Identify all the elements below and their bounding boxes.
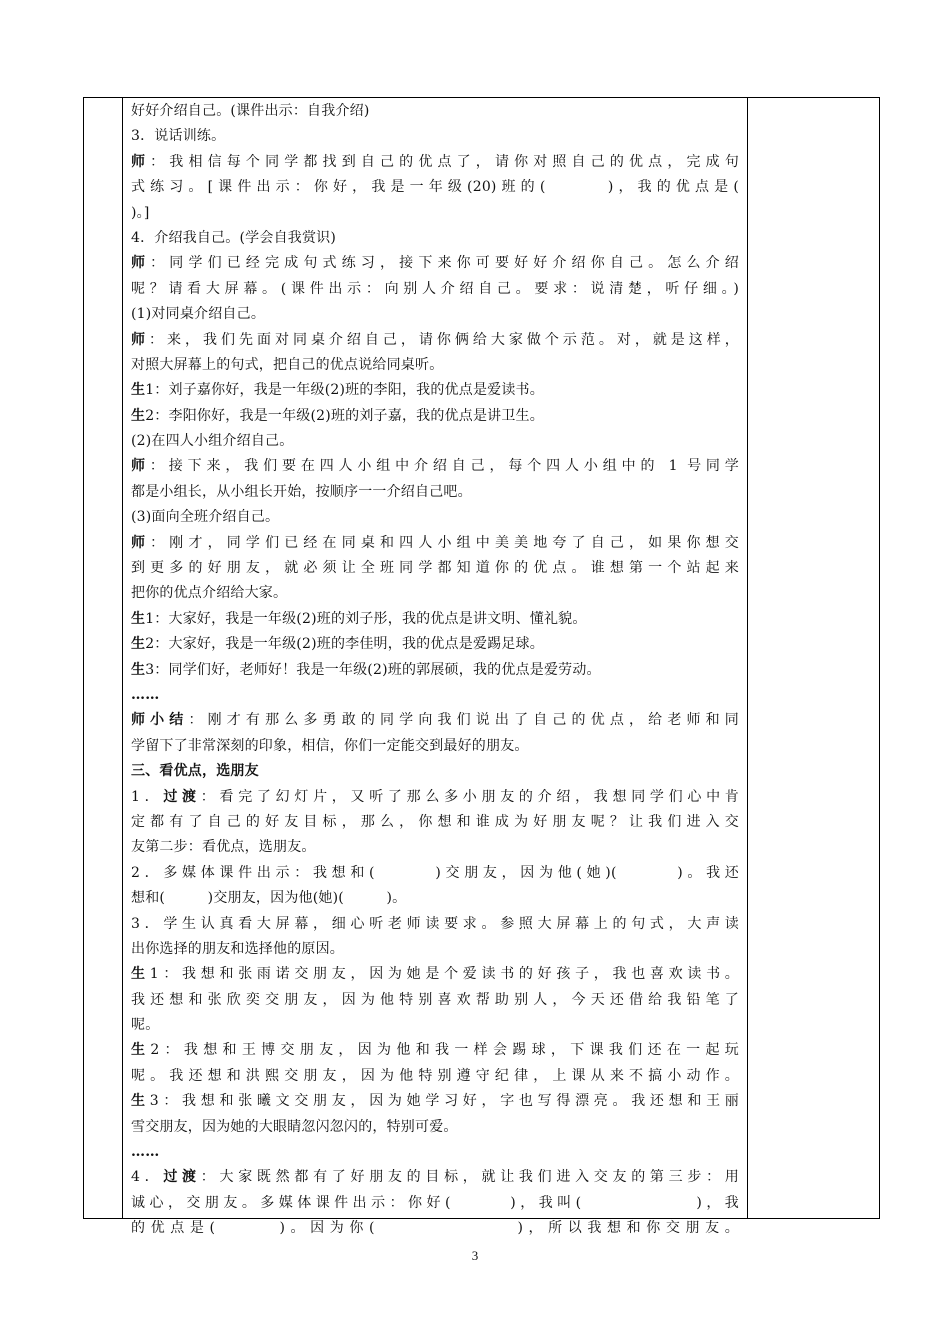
text-line (131, 480, 739, 505)
speaker-label: 生 (131, 966, 150, 983)
left-column (84, 98, 123, 1218)
speaker-label: 过渡 (163, 788, 201, 805)
text-line (131, 556, 739, 581)
line-text: 1：大家好，我是一年级(2)班的刘子彤，我的优点是讲文明、懂礼貌。 (145, 610, 587, 627)
speaker-label: 师 (131, 153, 151, 170)
line-text: 呢？请看大屏幕。(课件出示：向别人介绍自己。要求：说清楚，听仔细。) (131, 280, 739, 297)
line-text: 4．介绍我自己。(学会自我赏识) (131, 229, 337, 246)
text-line (131, 201, 739, 226)
text-line (131, 759, 739, 784)
text-line (131, 1165, 739, 1190)
text-line (131, 1089, 739, 1114)
line-prefix: 1． (131, 788, 164, 805)
text-line (131, 912, 739, 937)
speaker-label: 师 (131, 458, 150, 475)
text-line (131, 810, 739, 835)
speaker-label: …… (131, 686, 160, 703)
line-text: 好好介绍自己。(课件出示：自我介绍) (131, 103, 370, 119)
line-text: ：来，我们先面对同桌介绍自己，请你俩给大家做个示范。对，就是这样， (149, 331, 739, 348)
content-column (122, 98, 748, 1237)
speaker-label: …… (131, 1144, 160, 1161)
page-number: 3 (471, 1248, 479, 1263)
line-text: 学留下了非常深刻的印象，相信，你们一定能交到最好的朋友。 (131, 737, 529, 754)
line-text: 3：同学们好，老师好！我是一年级(2)班的郭展硕，我的优点是爱劳动。 (145, 661, 601, 678)
speaker-label: 生 (131, 661, 146, 678)
line-text: 2：大家好，我是一年级(2)班的李佳明，我的优点是爱踢足球。 (145, 636, 544, 653)
text-line (131, 429, 739, 454)
line-text: 都是小组长，从小组长开始，按顺序一一介绍自己吧。 (131, 483, 472, 500)
line-text: 呢。 (131, 1017, 160, 1034)
speaker-label: 过渡 (163, 1169, 201, 1186)
line-text: (3)面向全班介绍自己。 (131, 509, 280, 526)
line-text: ：同学们已经完成句式练习，接下来你可要好好介绍你自己。怎么介绍 (150, 255, 739, 272)
line-text: 呢。我还想和洪熙交朋友，因为他特别遵守纪律，上课从来不搞小动作。 (131, 1067, 739, 1084)
speaker-label: 生 (131, 636, 146, 653)
line-text: 2：我想和王博交朋友，因为他和我一样会踢球，下课我们还在一起玩 (150, 1042, 739, 1059)
line-text: 诚心，交朋友。多媒体课件出示：你好( )，我叫( )，我 (131, 1194, 739, 1211)
line-text: 1：我想和张雨诺交朋友，因为她是个爱读书的好孩子，我也喜欢读书。 (149, 966, 739, 983)
text-line (131, 124, 739, 149)
text-line (131, 658, 739, 683)
speaker-label: 师小结 (131, 712, 189, 729)
text-line (131, 683, 739, 708)
text-line (131, 150, 739, 175)
text-line (131, 378, 739, 403)
line-text: 想和( )交朋友，因为他(她)( )。 (131, 890, 407, 907)
text-line (131, 1115, 739, 1140)
text-line (131, 607, 739, 632)
text-line (131, 175, 739, 200)
line-text: 2．多媒体课件出示：我想和( )交朋友，因为他(她)( )。我还 (131, 864, 739, 881)
text-line (131, 277, 739, 302)
line-prefix: 4． (131, 1169, 164, 1186)
text-line (131, 1216, 739, 1241)
text-line (131, 988, 739, 1013)
text-line (131, 886, 739, 911)
speaker-label: 生 (131, 407, 146, 424)
line-text: 把你的优点介绍给大家。 (131, 585, 288, 602)
line-text: ：看完了幻灯片，又听了那么多小朋友的介绍，我想同学们心中肯 (200, 788, 739, 805)
speaker-label: 生 (131, 1042, 151, 1059)
speaker-label: 三、看优点，选朋友 (131, 763, 259, 780)
text-line (131, 353, 739, 378)
text-line (131, 835, 739, 860)
text-line (131, 251, 739, 276)
text-line (131, 937, 739, 962)
text-line (131, 302, 739, 327)
line-text: ：大家既然都有了好朋友的目标，就让我们进入交友的第三步：用 (200, 1169, 739, 1186)
text-line (131, 708, 739, 733)
line-text: 3．学生认真看大屏幕，细心听老师读要求。参照大屏幕上的句式，大声读 (131, 915, 739, 932)
text-line (131, 226, 739, 251)
text-line (131, 99, 739, 124)
text-line (131, 734, 739, 759)
line-text: 出你选择的朋友和选择他的原因。 (131, 940, 344, 957)
text-line (131, 454, 739, 479)
line-text: 到更多的好朋友，就必须让全班同学都知道你的优点。谁想第一个站起来 (131, 560, 739, 577)
line-text: 对照大屏幕上的句式，把自己的优点说给同桌听。 (131, 356, 444, 373)
text-line (131, 328, 739, 353)
text-line (131, 1191, 739, 1216)
notes-column (748, 98, 879, 1218)
text-line (131, 1013, 739, 1038)
speaker-label: 生 (131, 1093, 150, 1110)
text-line (131, 1038, 739, 1063)
text-line (131, 581, 739, 606)
line-text: 2：李阳你好，我是一年级(2)班的刘子嘉，我的优点是讲卫生。 (145, 407, 544, 424)
line-text: 1：刘子嘉你好，我是一年级(2)班的李阳，我的优点是爱读书。 (145, 382, 544, 399)
lesson-text (131, 99, 739, 1242)
text-line (131, 632, 739, 657)
line-text: ：我相信每个同学都找到自己的优点了，请你对照自己的优点，完成句 (150, 153, 739, 170)
line-text: 友第二步：看优点，选朋友。 (131, 839, 316, 856)
speaker-label: 师 (131, 534, 151, 551)
line-text: 式练习。[课件出示：你好，我是一年级(20)班的( )，我的优点是( (131, 179, 739, 196)
line-text: 雪交朋友，因为她的大眼睛忽闪忽闪的，特别可爱。 (131, 1118, 458, 1135)
speaker-label: 师 (131, 255, 151, 272)
text-line (131, 1064, 739, 1089)
line-text: ：刚才有那么多勇敢的同学向我们说出了自己的优点，给老师和同 (188, 712, 739, 729)
line-text: 我还想和张欣奕交朋友，因为他特别喜欢帮助别人，今天还借给我铅笔了 (131, 991, 739, 1008)
line-text: 3．说话训练。 (131, 128, 226, 145)
line-text: (2)在四人小组介绍自己。 (131, 433, 294, 450)
speaker-label: 生 (131, 610, 146, 627)
line-text: 的优点是( )。因为你( )，所以我想和你交朋友。 (131, 1220, 739, 1237)
speaker-label: 师 (131, 331, 149, 348)
lesson-table (83, 97, 880, 1237)
text-line (131, 1140, 739, 1165)
line-text: (1)对同桌介绍自己。 (131, 306, 266, 323)
line-text: 定都有了自己的好友目标，那么，你想和谁成为好朋友呢？让我们进入交 (131, 813, 739, 830)
line-text: ：接下来，我们要在四人小组中介绍自己，每个四人小组中的 1 号同学 (149, 458, 739, 475)
text-line (131, 531, 739, 556)
speaker-label: 生 (131, 382, 146, 399)
text-line (131, 404, 739, 429)
text-line (131, 785, 739, 810)
line-text: )。] (131, 204, 150, 221)
text-line (131, 962, 739, 987)
text-line (131, 505, 739, 530)
line-text: ：刚才，同学们已经在同桌和四人小组中美美地夸了自己，如果你想交 (150, 534, 739, 551)
line-text: 3：我想和张曦文交朋友，因为她学习好，字也写得漂亮。我还想和王丽 (149, 1093, 739, 1110)
text-line (131, 861, 739, 886)
